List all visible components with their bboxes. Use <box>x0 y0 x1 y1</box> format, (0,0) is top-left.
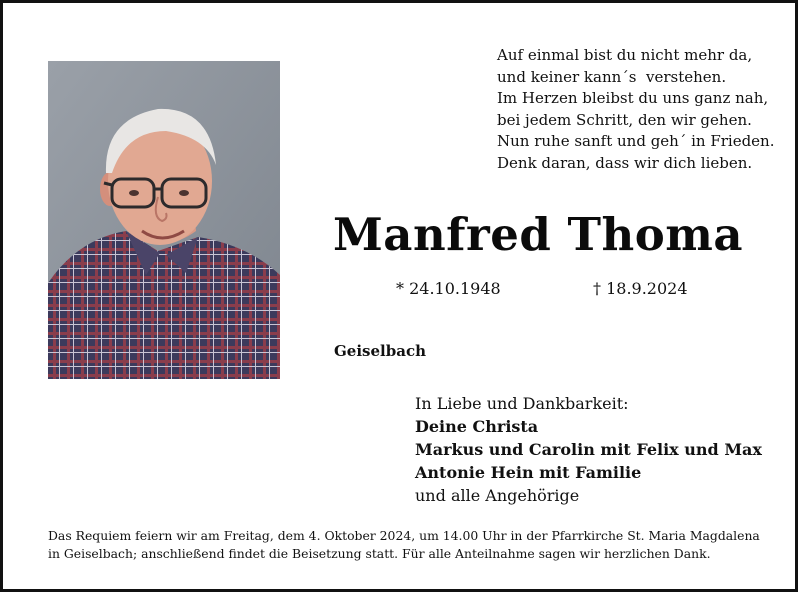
poem-line: bei jedem Schritt, den wir gehen. <box>497 110 752 129</box>
mourner-name: Markus und Carolin mit Felix und Max <box>415 440 762 459</box>
notice-line: in Geiselbach; anschließend findet die Beisetzung statt. Für alle Anteilnahme sagen wir herzlichen Dank. <box>48 546 711 561</box>
portrait-photo <box>48 61 280 379</box>
death-date: † 18.9.2024 <box>593 279 688 298</box>
notice-line: Das Requiem feiern wir am Freitag, dem 4. Oktober 2024, um 14.00 Uhr in der Pfarrkirche St. Maria Magdalena <box>48 528 760 543</box>
hometown: Geiselbach <box>334 342 426 360</box>
mourners-others: und alle Angehörige <box>415 486 580 505</box>
mourner-name: Deine Christa <box>415 417 539 436</box>
poem-line: Auf einmal bist du nicht mehr da, <box>497 46 753 64</box>
memorial-poem <box>497 45 775 175</box>
poem-line: Denk daran, dass wir dich lieben. <box>497 153 753 172</box>
birth-date: * 24.10.1948 <box>396 279 501 298</box>
mourners-block <box>415 392 762 507</box>
poem-line: Im Herzen bleibst du uns ganz nah, <box>497 89 769 108</box>
mourner-name: Antonie Hein mit Familie <box>415 463 642 482</box>
poem-line: und keiner kann´s verstehen. <box>497 67 727 86</box>
deceased-name: Manfred Thoma <box>333 208 744 261</box>
poem-line: Nun ruhe sanft und geh´ in Frieden. <box>497 132 775 151</box>
mourners-intro: In Liebe und Dankbarkeit: <box>415 394 629 413</box>
funeral-notice <box>48 527 778 563</box>
